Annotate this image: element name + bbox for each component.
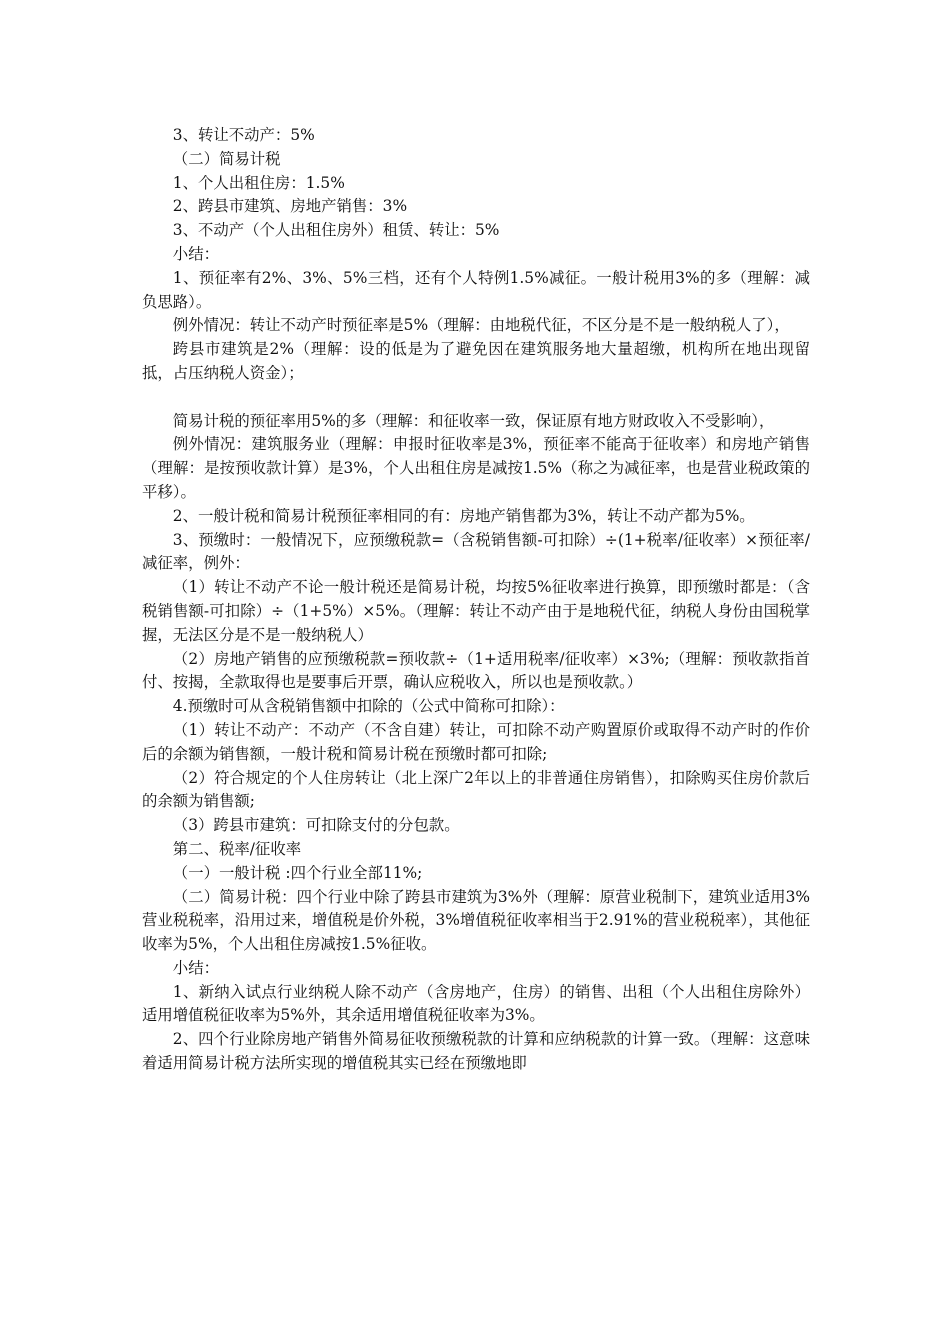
paragraph: 2、一般计税和简易计税预征率相同的有：房地产销售都为3%，转让不动产都为5%。 [172,506,755,525]
paragraph: 例外情况：建筑服务业（理解：申报时征收率是3%，预征率不能高于征收率）和房地产销售（理解：是按预收款计算）是3%，个人出租住房是减按1.5%（称之为减征率，也是营业税政策的平移）。 [142,435,810,501]
paragraph: （二）简易计税：四个行业中除了跨县市建筑为3%外（理解：原营业税制下，建筑业适用3%营业税税率，沿用过来，增值税是价外税，3%增值税征收率相当于2.91%的营业税税率），其他征收率为5%，个人出租住房减按1.5%征收。 [142,887,810,954]
paragraph: 2、四个行业除房地产销售外简易征收预缴税款的计算和应纳税款的计算一致。（理解：这意味着适用简易计税方法所实现的增值税其实已经在预缴地即 [142,1030,810,1073]
paragraph: （1）转让不动产不论一般计税还是简易计税，均按5%征收率进行换算，即预缴时都是：（含税销售额-可扣除）÷（1+5%）×5%。（理解：转让不动产由于是地税代征，纳税人身份由国税掌握，无法区分是不是一般纳税人） [142,578,810,644]
paragraph: 1、个人出租住房：1.5% [172,173,345,192]
paragraph: 1、预征率有2%、3%、5%三档，还有个人特例1.5%减征。一般计税用3%的多（理解：减负思路）。 [142,268,810,311]
blank-line [142,386,810,410]
paragraph: （二）简易计税 [172,149,281,168]
paragraph: 3、不动产（个人出租住房外）租赁、转让：5% [172,221,500,240]
paragraph: （1）转让不动产：不动产（不含自建）转让，可扣除不动产购置原价或取得不动产时的作价后的余额为销售额，一般计税和简易计税在预缴时都可扣除; [142,720,810,763]
paragraph: 第二、税率/征收率 [172,839,302,858]
paragraph: （2）房地产销售的应预缴税款=预收款÷（1+适用税率/征收率）×3%;（理解：预收款指首付、按揭，全款取得也是要事后开票，确认应税收入，所以也是预收款。） [142,649,810,692]
paragraph: （2）符合规定的个人住房转让（北上深广2年以上的非普通住房销售），扣除购买住房价款后的余额为销售额; [142,768,810,811]
paragraph: （3）跨县市建筑：可扣除支付的分包款。 [172,816,460,835]
paragraph: 3、转让不动产：5% [172,126,315,144]
paragraph: （一）一般计税 :四个行业全部11%; [172,863,423,882]
paragraph: 3、预缴时：一般情况下，应预缴税款=（含税销售额-可扣除）÷(1+税率/征收率）×预征率/减征率，例外： [142,530,810,573]
paragraph: 小结： [172,958,219,977]
paragraph: 例外情况：转让不动产时预征率是5%（理解：由地税代征，不区分是不是一般纳税人了）， [172,316,790,335]
paragraph: 1、新纳入试点行业纳税人除不动产（含房地产，住房）的销售、出租（个人出租住房除外）适用增值税征收率为5%外，其余适用增值税征收率为3%。 [142,982,810,1025]
paragraph: 小结： [172,244,219,263]
paragraph: 跨县市建筑是2%（理解：设的低是为了避免因在建筑服务地大量超缴，机构所在地出现留抵，占压纳税人资金）； [142,340,810,382]
document-body [142,124,810,1076]
paragraph: 简易计税的预征率用5%的多（理解：和征收率一致，保证原有地方财政收入不受影响）， [172,411,775,430]
paragraph: 2、跨县市建筑、房地产销售：3% [172,197,408,216]
paragraph: 4.预缴时可从含税销售额中扣除的（公式中简称可扣除）： [172,697,565,716]
